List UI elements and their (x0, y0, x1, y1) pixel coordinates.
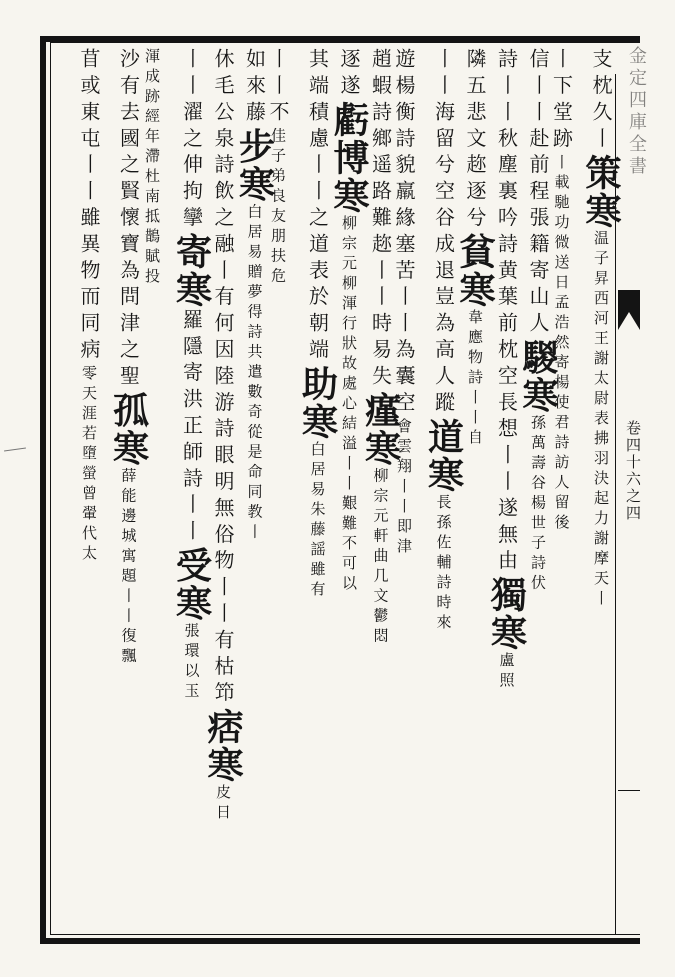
text-column (233, 48, 276, 544)
text-column (202, 48, 244, 824)
heading-term: 貧寒 (454, 232, 496, 309)
heading-term: 騣寒 (517, 338, 559, 415)
text-run: 會雲翔丨丨即津 (395, 417, 413, 558)
text-column (107, 48, 150, 668)
text-run: 柳宗元軒曲几文鬱悶 (371, 467, 390, 648)
page-header: 金定四庫全書 (626, 46, 647, 178)
heading-term: 助寒 (296, 364, 339, 441)
heading-term: 步寒 (233, 127, 276, 204)
text-run: 沙有去國之賢懷寶為問津之聖 (116, 48, 141, 392)
text-run: 皮日 (214, 784, 232, 824)
text-run: 白居易贈夢得詩共遣數奇從是命同教丨 (245, 203, 264, 544)
text-run: 遊楊衡詩貌羸緣塞苦丨丨為囊空 (392, 48, 416, 418)
text-run: 支枕久丨 (589, 48, 613, 154)
heading-term: 虧博寒 (328, 100, 370, 215)
text-run: 羅隱寄洪正師詩丨丨 (179, 308, 204, 547)
text-column (328, 48, 370, 595)
text-run: 丨丨海留兮空谷成退豈為高人蹤 (431, 48, 456, 418)
text-run: 其端積慮丨丨之道表於朝端 (305, 48, 330, 365)
text-run: 張環以玉 (182, 622, 201, 703)
text-run: 丨丨濯之伸拘攣 (179, 48, 204, 233)
text-run: 隣五悲文趂逐兮 (463, 48, 487, 233)
text-run: 零天涯若墮螢曾翬代太 (80, 364, 98, 565)
text-run: 丨下堂跡 (549, 48, 574, 154)
text-run: 佳子弟良友朋扶危 (269, 127, 287, 288)
heading-term: 受寒 (170, 546, 213, 623)
text-run: 長孫佐輔詩時來 (434, 493, 453, 634)
text-run: 丨丨不 (266, 48, 290, 128)
text-run: 苜或東屯丨丨雖異物而同病 (77, 48, 101, 365)
text-run: 丨載馳功微送日孟浩然寄楊使君詩訪人留後 (552, 153, 571, 534)
margin-tick (618, 790, 640, 791)
text-column (485, 48, 528, 692)
text-column (454, 48, 496, 449)
text-column (79, 48, 99, 565)
text-run: 温子昇西河王謝太尉表拂羽決起力謝摩天丨 (592, 229, 610, 610)
heading-term: 獨寒 (485, 576, 528, 652)
text-column (296, 48, 339, 601)
text-run: 休毛公泉詩飲之融丨有何因陸游詩眼明無俗物丨丨有枯笻 (211, 48, 235, 708)
text-column (170, 48, 213, 703)
text-run: 詩丨丨秋塵裏吟詩黄葉前枕空長想丨丨遂無由 (494, 48, 519, 576)
text-run: 如來藤 (242, 48, 267, 128)
text-run: 孫萬壽谷楊世子詩伏 (529, 414, 547, 595)
stray-mark (4, 447, 26, 451)
heading-term: 孤寒 (107, 391, 150, 468)
text-run: 薛能邊城寓題丨丨復飄 (119, 467, 138, 668)
text-run: 柳宗元柳渾行狀故處心結溢丨丨艱難不可以 (340, 214, 358, 595)
heading-term: 痞寒 (202, 708, 244, 784)
text-column (422, 48, 465, 634)
text-run: 逐遂 (337, 48, 361, 101)
text-run: 盧照 (497, 652, 516, 692)
heading-term: 策寒 (580, 153, 622, 230)
text-run: 信丨丨赴前程張籍寄山人 (526, 48, 550, 339)
text-column (580, 48, 622, 610)
heading-term: 寄寒 (170, 232, 213, 309)
heading-term: 瘽寒 (359, 391, 402, 468)
text-run: 韋應物詩丨丨自 (466, 308, 484, 449)
text-run: 趙蝦詩鄉遥路難趂丨丨時易失 (368, 48, 393, 392)
text-run: 白居易朱藤謡雖有 (308, 440, 327, 601)
juan-label: 卷四十六之四 (624, 420, 642, 522)
text-run: 渾成跡經年滯杜南抵鵲賦投 (143, 48, 161, 288)
heading-term: 道寒 (422, 417, 465, 494)
text-column (517, 48, 559, 595)
